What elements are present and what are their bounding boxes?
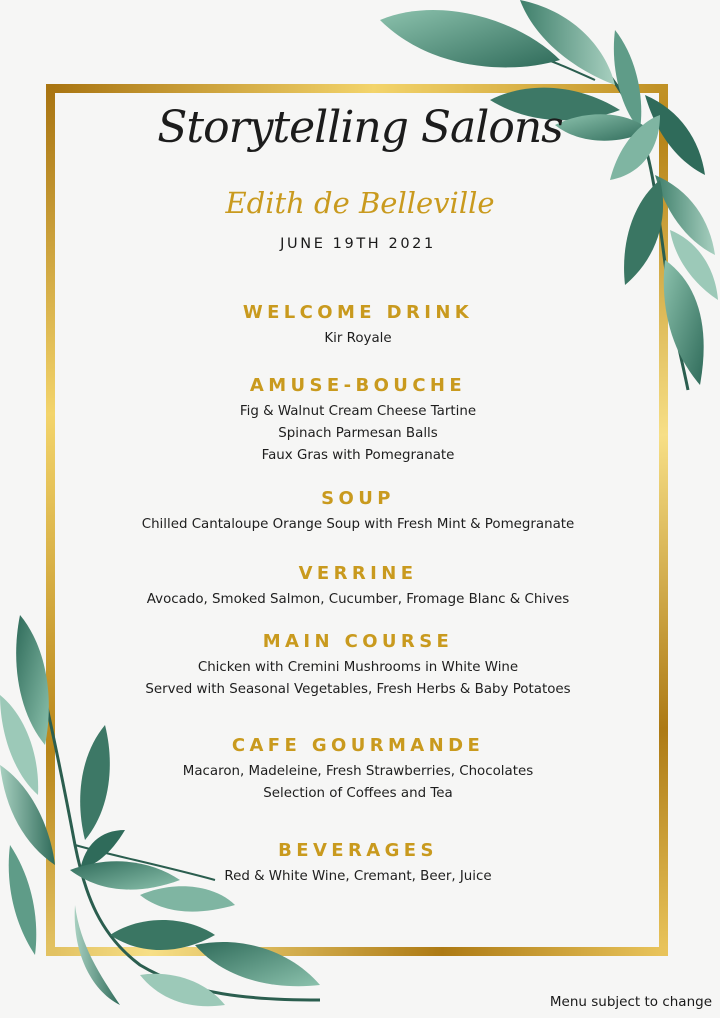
section-heading: BEVERAGES: [278, 840, 438, 861]
menu-item: Served with Seasonal Vegetables, Fresh Herbs & Baby Potatoes: [145, 682, 571, 697]
footer-note: Menu subject to change: [549, 994, 712, 1010]
menu-item: Spinach Parmesan Balls: [278, 426, 438, 441]
menu-item: Macaron, Madeleine, Fresh Strawberries, Chocolates: [182, 764, 534, 779]
section-welcome-drink: [0, 302, 716, 350]
section-soup: [0, 488, 716, 536]
event-title: Storytelling Salons: [157, 102, 563, 153]
menu-item: Red & White Wine, Cremant, Beer, Juice: [224, 869, 492, 884]
section-main-course: [0, 631, 716, 701]
menu-item: Chilled Cantaloupe Orange Soup with Fresh Mint & Pomegranate: [141, 517, 575, 532]
menu-item: Fig & Walnut Cream Cheese Tartine: [239, 404, 477, 419]
host-name: Edith de Belleville: [225, 186, 495, 220]
menu-item: Faux Gras with Pomegranate: [261, 448, 455, 463]
section-heading: SOUP: [321, 488, 395, 509]
section-heading: MAIN COURSE: [262, 631, 454, 652]
section-heading: VERRINE: [298, 563, 418, 584]
section-heading: AMUSE-BOUCHE: [249, 375, 467, 396]
menu-item: Chicken with Cremini Mushrooms in White Wine: [197, 660, 519, 675]
section-heading: CAFE GOURMANDE: [231, 735, 485, 756]
section-amuse-bouche: [0, 375, 716, 467]
event-date: JUNE 19TH 2021: [280, 236, 436, 252]
section-beverages: [0, 840, 716, 888]
menu-item: Kir Royale: [324, 331, 392, 346]
section-heading: WELCOME DRINK: [242, 302, 474, 323]
menu-item: Avocado, Smoked Salmon, Cucumber, Fromage Blanc & Chives: [146, 592, 570, 607]
section-verrine: [0, 563, 716, 611]
section-cafe-gourmande: [0, 735, 716, 805]
menu-item: Selection of Coffees and Tea: [263, 786, 453, 801]
